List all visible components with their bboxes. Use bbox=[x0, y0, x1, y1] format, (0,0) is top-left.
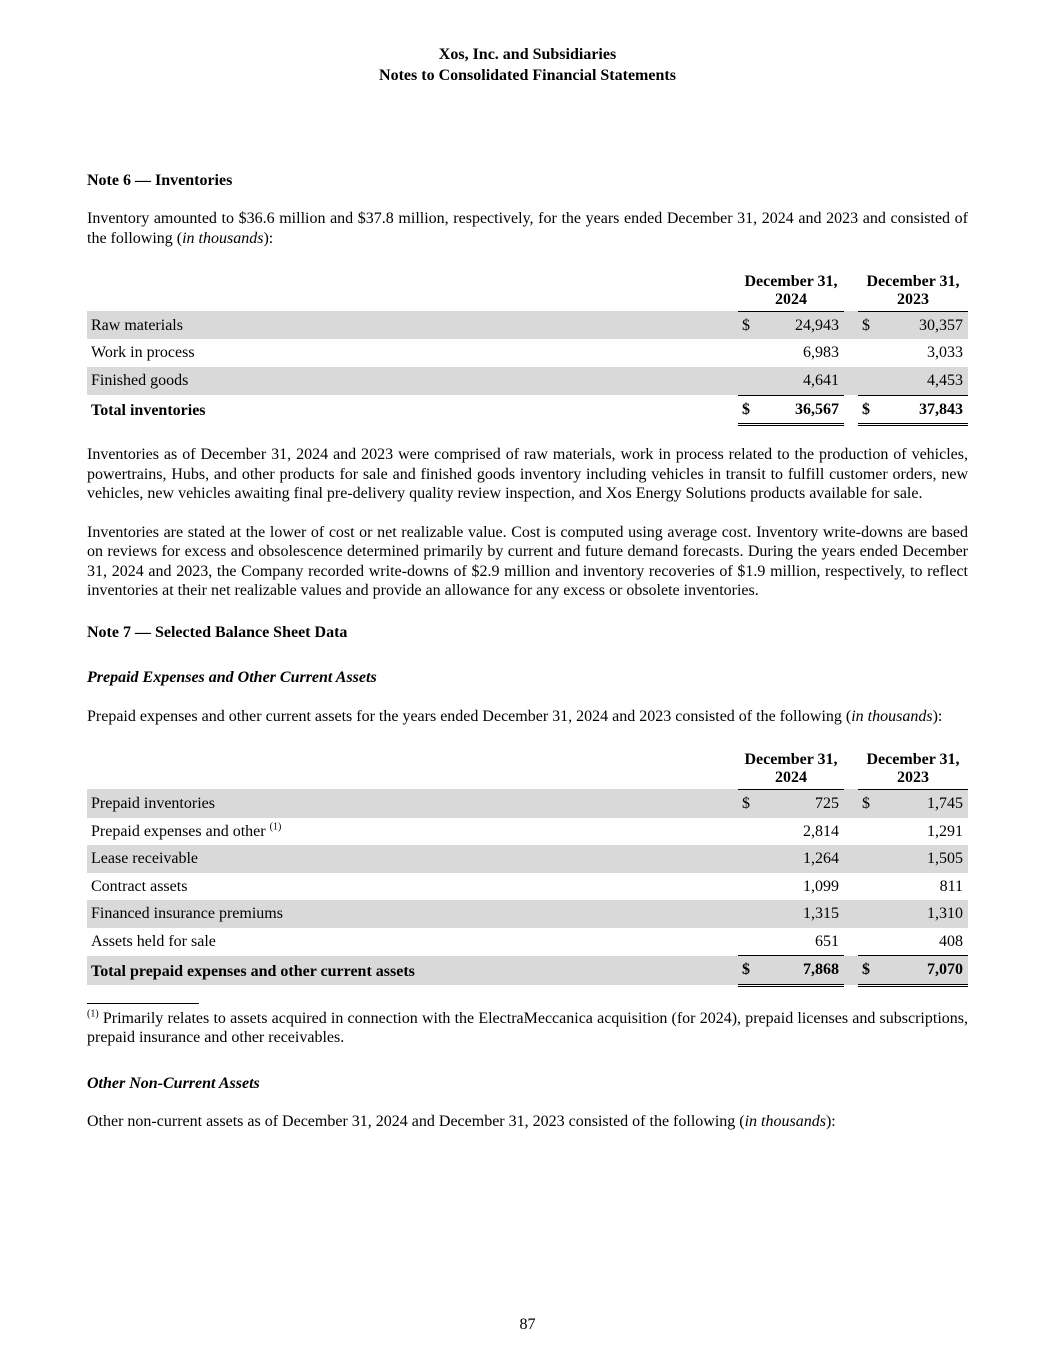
currency-symbol bbox=[858, 845, 878, 873]
currency-symbol: $ bbox=[738, 956, 758, 986]
value-2024: 2,814 bbox=[803, 822, 839, 840]
currency-symbol bbox=[738, 928, 758, 956]
paragraph-text: Inventory amounted to $36.6 million and $37.8 million, respectively, for the years ended December 31, 2024 and 2023 and consisted of the following ( bbox=[87, 210, 968, 247]
spacer-cell bbox=[844, 900, 858, 928]
currency-symbol bbox=[738, 873, 758, 901]
value-2023: 3,033 bbox=[927, 344, 963, 362]
value-2023: 1,291 bbox=[927, 822, 963, 840]
footnote-marker: (1) bbox=[87, 1008, 99, 1020]
table-row bbox=[87, 367, 968, 395]
value-2024: 1,315 bbox=[803, 905, 839, 923]
paragraph-text: ): bbox=[825, 1113, 836, 1131]
paragraph-text: Other non-current assets as of December 31, 2024 and December 31, 2023 consisted of the following ( bbox=[87, 1113, 745, 1131]
row-label: Assets held for sale bbox=[91, 933, 216, 951]
noncurrent-intro-paragraph bbox=[87, 1112, 968, 1132]
document-header bbox=[87, 45, 968, 87]
currency-symbol: $ bbox=[742, 794, 750, 812]
value-2024: 725 bbox=[815, 794, 839, 812]
row-label: Total inventories bbox=[91, 402, 206, 419]
spacer-cell bbox=[844, 339, 858, 367]
value-2023: 1,505 bbox=[927, 850, 963, 868]
currency-symbol bbox=[738, 339, 758, 367]
note7-heading: Note 7 — Selected Balance Sheet Data bbox=[87, 623, 348, 641]
row-label: Raw materials bbox=[91, 316, 183, 334]
table-total-row bbox=[87, 956, 968, 986]
value-2024: 6,983 bbox=[803, 344, 839, 362]
value-2023: 408 bbox=[878, 928, 968, 956]
paragraph-text: Prepaid expenses and other current assets for the years ended December 31, 2024 and 2023 consisted of the following ( bbox=[87, 707, 852, 725]
note6-paragraph-2: Inventories as of December 31, 2024 and 2023 were comprised of raw materials, work in process related to the production of vehicles, powertrains, Hubs, and other products for sale and finished goods inventory including vehicles in transit to fulfill customer orders, new vehicles, new vehicles awaiting final pre-delivery quality review inspection, and Xos Energy Solutions products available for sale. bbox=[87, 446, 968, 503]
currency-symbol bbox=[858, 339, 878, 367]
spacer-cell bbox=[844, 928, 858, 956]
row-label bbox=[87, 818, 738, 846]
value-2024: 1,264 bbox=[803, 850, 839, 868]
header-line: December 31, bbox=[744, 751, 838, 769]
value-2023: 1,310 bbox=[927, 905, 963, 923]
spacer-cell bbox=[844, 395, 858, 425]
currency-symbol: $ bbox=[862, 794, 870, 812]
row-label-text: Prepaid expenses and other bbox=[91, 822, 270, 840]
value-2023: 811 bbox=[939, 877, 963, 895]
noncurrent-section-heading: Other Non-Current Assets bbox=[87, 1074, 260, 1092]
row-label: Work in process bbox=[91, 344, 195, 362]
inventories-table bbox=[87, 269, 968, 426]
table-row bbox=[87, 873, 968, 901]
table-total-row bbox=[87, 395, 968, 425]
currency-symbol: $ bbox=[738, 395, 758, 425]
column-header-2023 bbox=[858, 269, 968, 311]
value-2023: 7,070 bbox=[878, 956, 968, 986]
currency-symbol bbox=[738, 900, 758, 928]
header-line: December 31, bbox=[744, 273, 838, 291]
currency-symbol bbox=[738, 367, 758, 395]
prepaid-intro-paragraph bbox=[87, 707, 968, 727]
header-line: 2024 bbox=[775, 291, 807, 309]
row-label: Lease receivable bbox=[91, 850, 199, 868]
currency-symbol bbox=[858, 367, 878, 395]
currency-symbol bbox=[858, 928, 878, 956]
currency-symbol bbox=[738, 845, 758, 873]
row-label: Total prepaid expenses and other current assets bbox=[91, 962, 415, 980]
note6-intro-paragraph bbox=[87, 209, 968, 248]
spacer-cell bbox=[844, 956, 858, 986]
value-2024: 7,868 bbox=[758, 956, 844, 986]
row-label: Financed insurance premiums bbox=[91, 905, 283, 923]
table-row bbox=[87, 789, 968, 817]
table-header-row bbox=[87, 269, 968, 311]
table-row bbox=[87, 818, 968, 846]
value-2024: 4,641 bbox=[758, 367, 844, 395]
footnote-1 bbox=[87, 1009, 968, 1048]
table-row bbox=[87, 339, 968, 367]
note6-paragraph-3: Inventories are stated at the lower of cost or net realizable value. Cost is computed using average cost. Inventory write-downs are based on reviews for excess and obsolescence determined primarily by current and future demand forecasts. During the years ended December 31, 2024 and 2023, the Company recorded write-downs of $2.9 million and inventory recoveries of $1.9 million, respectively, to reflect inventories at their net realizable values and provide an allowance for any excess or obsolete inventories. bbox=[87, 523, 968, 600]
spacer-cell bbox=[844, 873, 858, 901]
value-2023: 37,843 bbox=[878, 395, 968, 425]
italic-phrase: in thousands bbox=[182, 229, 264, 247]
value-2023: 30,357 bbox=[919, 316, 963, 334]
prepaid-section-heading: Prepaid Expenses and Other Current Assets bbox=[87, 669, 377, 687]
row-label: Prepaid inventories bbox=[91, 794, 215, 812]
row-label: Contract assets bbox=[91, 877, 188, 895]
currency-symbol bbox=[738, 818, 758, 846]
table-row bbox=[87, 928, 968, 956]
row-label: Finished goods bbox=[91, 372, 189, 390]
paragraph-text: ): bbox=[263, 229, 274, 247]
column-header-2023 bbox=[858, 747, 968, 789]
spacer-cell bbox=[844, 845, 858, 873]
page-number: 87 bbox=[519, 1316, 536, 1334]
table-row bbox=[87, 311, 968, 339]
currency-symbol bbox=[858, 818, 878, 846]
empty-header-cell bbox=[87, 747, 738, 789]
table-row bbox=[87, 845, 968, 873]
empty-header-cell bbox=[87, 269, 738, 311]
spacer-cell bbox=[844, 789, 858, 817]
spacer-cell bbox=[844, 747, 858, 789]
currency-symbol: $ bbox=[858, 395, 878, 425]
spacer-cell bbox=[844, 269, 858, 311]
spacer-cell bbox=[844, 311, 858, 339]
currency-symbol: $ bbox=[742, 316, 750, 334]
table-row bbox=[87, 900, 968, 928]
currency-symbol bbox=[858, 900, 878, 928]
column-header-2024 bbox=[738, 269, 844, 311]
footnote-reference: (1) bbox=[269, 821, 282, 833]
company-name: Xos, Inc. and Subsidiaries bbox=[438, 46, 617, 63]
spacer-cell bbox=[844, 818, 858, 846]
column-header-2024 bbox=[738, 747, 844, 789]
paragraph-text: ): bbox=[932, 707, 943, 725]
currency-symbol: $ bbox=[858, 956, 878, 986]
spacer-cell bbox=[844, 367, 858, 395]
footnote-text: Primarily relates to assets acquired in connection with the ElectraMeccanica acquisition (for 2024), prepaid licenses and subscriptions, prepaid insurance and other receivables. bbox=[87, 1009, 968, 1047]
footnote-separator bbox=[87, 1003, 199, 1004]
header-line: 2023 bbox=[897, 291, 929, 309]
value-2024: 651 bbox=[758, 928, 844, 956]
value-2024: 1,099 bbox=[803, 877, 839, 895]
value-2023: 1,745 bbox=[927, 794, 963, 812]
header-line: 2023 bbox=[897, 769, 929, 787]
header-line: December 31, bbox=[866, 751, 960, 769]
currency-symbol bbox=[858, 873, 878, 901]
value-2024: 36,567 bbox=[758, 395, 844, 425]
italic-phrase: in thousands bbox=[851, 707, 933, 725]
document-title: Notes to Consolidated Financial Statements bbox=[379, 66, 676, 84]
prepaid-expenses-table bbox=[87, 747, 968, 986]
value-2024: 24,943 bbox=[795, 316, 839, 334]
header-line: December 31, bbox=[866, 273, 960, 291]
note6-heading: Note 6 — Inventories bbox=[87, 171, 233, 189]
value-2023: 4,453 bbox=[878, 367, 968, 395]
header-line: 2024 bbox=[775, 769, 807, 787]
table-header-row bbox=[87, 747, 968, 789]
italic-phrase: in thousands bbox=[744, 1113, 826, 1131]
currency-symbol: $ bbox=[862, 316, 870, 334]
